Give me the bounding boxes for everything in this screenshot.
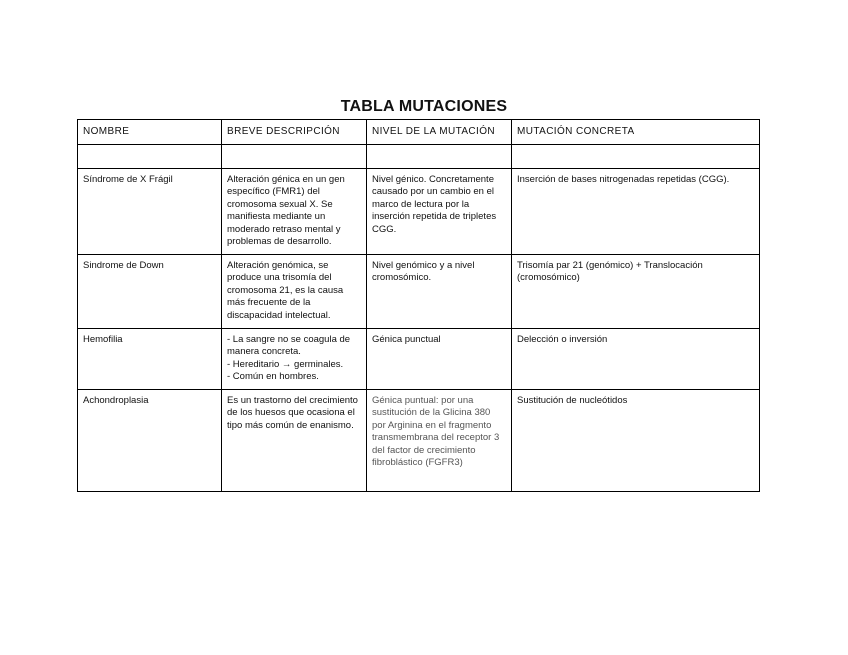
table-row (78, 169, 760, 255)
page-title: TABLA MUTACIONES (340, 98, 508, 115)
cell-descripcion: Alteración genómica, se produce una trisomía del cromosoma 21, es la causa más frecuente de la discapacidad intelectual. (222, 255, 367, 329)
cell-concreta: Delección o inversión (512, 329, 760, 390)
header-descripcion: BREVE DESCRIPCIÓN (222, 120, 367, 145)
descripcion-line: - Hereditario → germinales. (227, 358, 344, 370)
cell-nombre: Hemofilia (78, 329, 222, 390)
cell-nombre: Sindrome de Down (78, 255, 222, 329)
table-row (78, 255, 760, 329)
cell-concreta: Trisomía par 21 (genómico) + Translocación (cromosómico) (512, 255, 760, 329)
cell-descripcion: Alteración génica en un gen específico (FMR1) del cromosoma sexual X. Se manifiesta mediante un moderado retraso mental y problemas de desarrollo. (222, 169, 367, 255)
cell-descripcion (222, 329, 367, 390)
cell-nivel: Nivel génico. Concretamente causado por un cambio en el marco de lectura por la inserción repetida de tripletes CGG. (367, 169, 512, 255)
cell-nivel: Nivel genómico y a nivel cromosómico. (367, 255, 512, 329)
cell-nivel: Génica puntual: por una sustitución de la Glicina 380 por Arginina en el fragmento transmembrana del receptor 3 del factor de crecimiento fibroblástico (FGFR3) (367, 390, 512, 492)
descripcion-line: - La sangre no se coagula de manera concreta. (227, 334, 351, 358)
header-nivel: NIVEL DE LA MUTACIÓN (367, 120, 512, 145)
mutations-table (77, 119, 760, 492)
empty-cell (222, 145, 367, 169)
header-concreta: MUTACIÓN CONCRETA (512, 120, 760, 145)
cell-nombre: Síndrome de X Frágil (78, 169, 222, 255)
table-row (78, 329, 760, 390)
empty-cell (78, 145, 222, 169)
descripcion-line: - Común en hombres. (227, 371, 319, 383)
cell-nivel: Génica punctual (367, 329, 512, 390)
table-row (78, 390, 760, 492)
empty-cell (512, 145, 760, 169)
cell-nombre: Achondroplasia (78, 390, 222, 492)
table-header-row (78, 120, 760, 145)
cell-descripcion: Es un trastorno del crecimiento de los huesos que ocasiona el tipo más común de enanismo. (222, 390, 367, 492)
cell-concreta: Inserción de bases nitrogenadas repetidas (CGG). (512, 169, 760, 255)
empty-cell (367, 145, 512, 169)
table-empty-row (78, 145, 760, 169)
header-nombre: NOMBRE (78, 120, 222, 145)
cell-concreta: Sustitución de nucleótidos (512, 390, 760, 492)
